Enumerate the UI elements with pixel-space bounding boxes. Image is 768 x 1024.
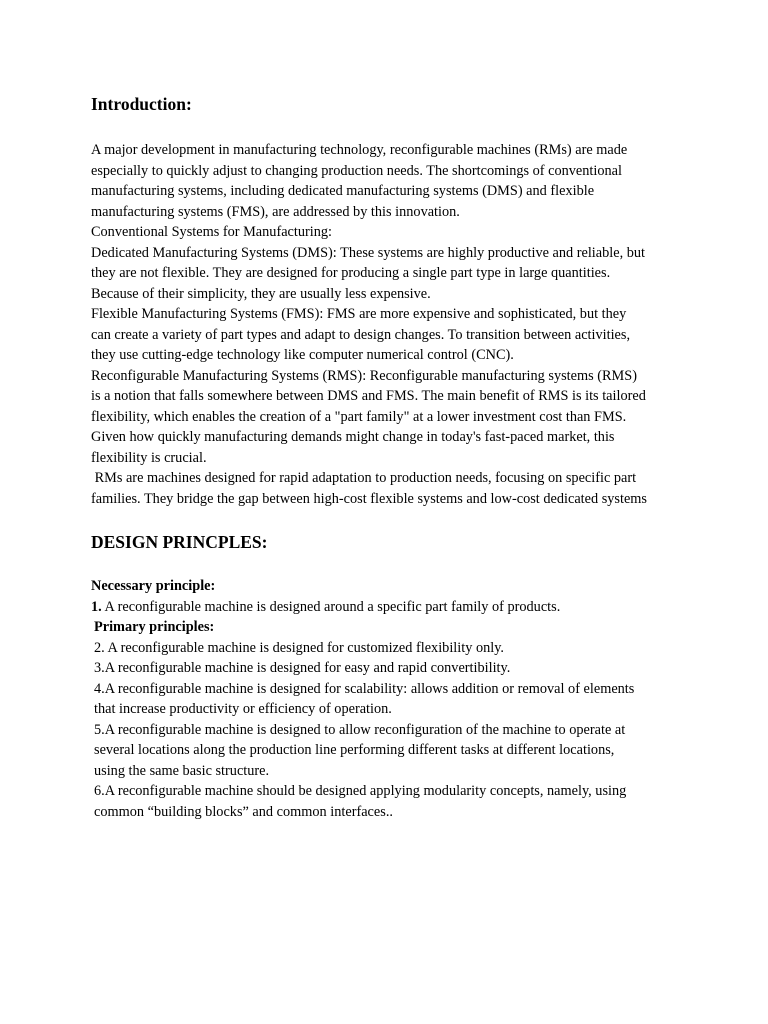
primary-principles-label: Primary principles: [94, 619, 215, 635]
principle-line: several locations along the production line performing different tasks at different locations, [94, 742, 615, 758]
intro-line: families. They bridge the gap between high-cost flexible systems and low-cost dedicated systems [91, 490, 647, 507]
principle-line: 4.A reconfigurable machine is designed for scalability: allows addition or removal of elements [94, 680, 635, 697]
principle-line: 5.A reconfigurable machine is designed to allow reconfiguration of the machine to operate at [94, 721, 626, 738]
introduction-body [91, 140, 691, 509]
design-principles-heading: DESIGN PRINCPLES: [91, 532, 268, 552]
principle-item-1 [91, 597, 691, 618]
intro-line: is a notion that falls somewhere between DMS and FMS. The main benefit of RMS is its tailored [91, 388, 646, 404]
introduction-heading: Introduction: [91, 94, 192, 114]
intro-line: Dedicated Manufacturing Systems (DMS): These systems are highly productive and reliable, but [91, 244, 646, 261]
intro-line: manufacturing systems, including dedicated manufacturing systems (DMS) and flexible [91, 183, 595, 199]
intro-line: Because of their simplicity, they are usually less expensive. [91, 285, 431, 302]
intro-line: Given how quickly manufacturing demands might change in today's fast-paced market, this [91, 429, 615, 445]
intro-line: they use cutting-edge technology like computer numerical control (CNC). [91, 347, 514, 363]
intro-line: Flexible Manufacturing Systems (FMS): FMS are more expensive and sophisticated, but they [91, 306, 627, 322]
principle-line: 6.A reconfigurable machine should be designed applying modularity concepts, namely, using [94, 783, 627, 799]
intro-line: manufacturing systems (FMS), are addressed by this innovation. [91, 203, 460, 220]
design-principles-body [91, 576, 691, 822]
principle-line: common “building blocks” and common interfaces.. [94, 803, 393, 820]
principle-item-1-text: A reconfigurable machine is designed around a specific part family of products. [101, 598, 561, 615]
intro-line: can create a variety of part types and adapt to design changes. To transition between activities, [91, 326, 631, 343]
principle-line: 2. A reconfigurable machine is designed for customized flexibility only. [94, 639, 505, 656]
intro-line: flexibility is crucial. [91, 449, 207, 466]
intro-line: RMs are machines designed for rapid adaptation to production needs, focusing on specific part [91, 470, 637, 486]
principle-line: that increase productivity or efficiency of operation. [94, 701, 392, 717]
intro-line: especially to quickly adjust to changing production needs. The shortcomings of conventional [91, 162, 622, 179]
principle-line: 3.A reconfigurable machine is designed for easy and rapid convertibility. [94, 660, 511, 676]
intro-line: A major development in manufacturing technology, reconfigurable machines (RMs) are made [91, 142, 628, 158]
intro-line: flexibility, which enables the creation of a "part family" at a lower investment cost than FMS. [91, 408, 627, 425]
intro-line: they are not flexible. They are designed for producing a single part type in large quantities. [91, 265, 611, 281]
necessary-principle-label: Necessary principle: [91, 578, 216, 594]
principle-item-1-number: 1. [91, 598, 102, 615]
intro-line: Reconfigurable Manufacturing Systems (RMS): Reconfigurable manufacturing systems (RMS) [91, 367, 637, 384]
intro-line: Conventional Systems for Manufacturing: [91, 224, 333, 240]
principle-line: using the same basic structure. [94, 762, 270, 779]
